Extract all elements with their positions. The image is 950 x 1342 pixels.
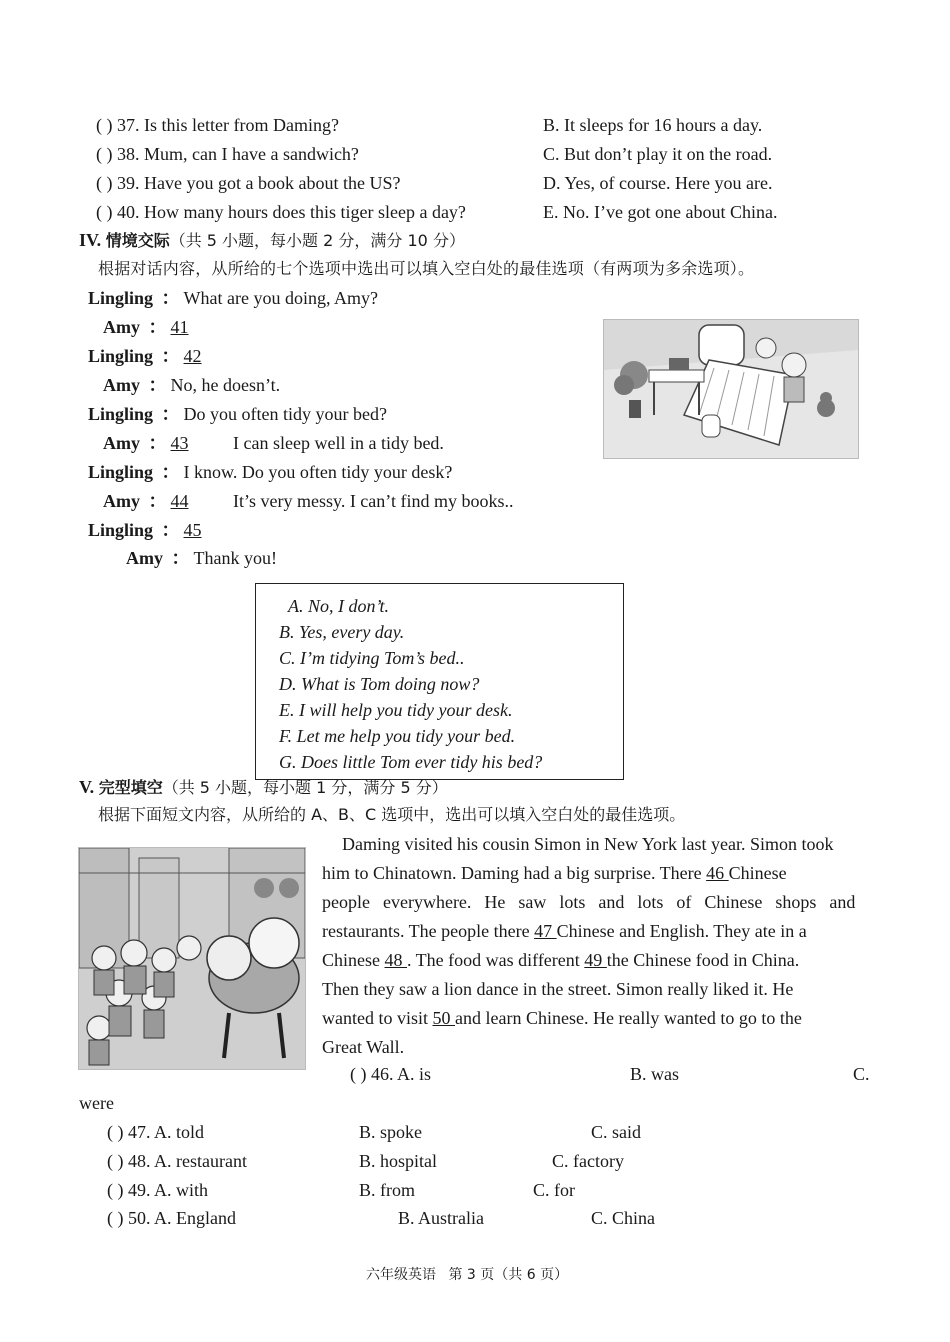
dialogue-line	[103, 489, 513, 513]
option-d: D. What is Tom doing now?	[279, 674, 480, 694]
section-title: 完型填空	[98, 778, 163, 797]
text: him to Chinatown. Daming had a big surprise. There	[322, 863, 707, 883]
option-c: C. I’m tidying Tom’s bed..	[279, 648, 465, 668]
answer-option-e: E. No. I’ve got one about China.	[543, 202, 778, 222]
dialogue-line	[103, 315, 229, 339]
choice-c-continued: were	[79, 1093, 114, 1113]
dialogue-line	[88, 402, 387, 426]
answer-paren[interactable]: ( )	[107, 1208, 124, 1228]
text: the Chinese food in China.	[606, 950, 800, 970]
dialogue-line	[88, 344, 242, 368]
passage-line: Then they saw a lion dance in the street. Simon really liked it. He	[322, 979, 794, 999]
choice-row-48	[107, 1149, 247, 1173]
question-text: 39. Have you got a book about the US?	[117, 173, 401, 193]
option-a: A. No, I don’t.	[288, 596, 389, 616]
answer-paren[interactable]: ( )	[107, 1151, 124, 1171]
speaker: Amy	[126, 548, 163, 568]
passage-line	[322, 917, 872, 946]
section-title: 情境交际	[105, 231, 170, 250]
blank-43[interactable]: 43	[170, 433, 189, 453]
cloze-passage	[322, 830, 872, 1062]
choice-row-49	[107, 1178, 208, 1202]
choice-b: B. spoke	[359, 1122, 422, 1142]
bedroom-illustration-icon	[604, 320, 858, 458]
blank-44[interactable]: 44	[170, 491, 189, 511]
choice-b: B. Australia	[398, 1208, 484, 1228]
speaker: Amy	[103, 317, 140, 337]
section-4-instruction: 根据对话内容，从所给的七个选项中选出可以填入空白处的最佳选项（有两项为多余选项）。	[98, 259, 755, 278]
speaker: Amy	[103, 491, 140, 511]
line-text: Do you often tidy your bed?	[183, 404, 387, 424]
answer-paren[interactable]: ( )	[96, 144, 113, 164]
colon: ：	[148, 491, 167, 511]
colon: ：	[161, 520, 180, 540]
colon: ：	[161, 346, 180, 366]
lion-dance-illustration-icon	[79, 848, 305, 1069]
question-text: 37. Is this letter from Daming?	[117, 115, 339, 135]
dialogue-line	[103, 431, 444, 455]
question-text: 40. How many hours does this tiger sleep a day?	[117, 202, 466, 222]
passage-line	[322, 1004, 872, 1033]
dialogue-line	[88, 518, 242, 542]
passage-line	[322, 946, 872, 975]
answer-option-b: B. It sleeps for 16 hours a day.	[543, 115, 763, 135]
blank-41[interactable]: 41	[170, 317, 189, 337]
answer-option-c: C. But don’t play it on the road.	[543, 144, 773, 164]
choice-c: C. for	[533, 1180, 575, 1200]
blank-42[interactable]: 42	[183, 346, 202, 366]
section-note: （共 5 小题，每小题 1 分，满分 5 分）	[162, 778, 448, 797]
blank-46[interactable]: 46	[706, 863, 729, 883]
answer-option-d: D. Yes, of course. Here you are.	[543, 173, 773, 193]
passage-line	[322, 859, 872, 888]
blank-50[interactable]: 50	[432, 1008, 455, 1028]
dialogue-line	[88, 460, 452, 484]
choice-a: 49. A. with	[128, 1180, 209, 1200]
speaker: Lingling	[88, 520, 154, 540]
line-text: I can sleep well in a tidy bed.	[233, 433, 444, 453]
choice-c: C. factory	[552, 1151, 624, 1171]
section-4-heading	[79, 228, 465, 253]
line-text: No, he doesn’t.	[170, 375, 281, 395]
choice-a: 50. A. England	[128, 1208, 236, 1228]
passage-line: Daming visited his cousin Simon in New York last year. Simon took	[342, 834, 834, 854]
answer-paren[interactable]: ( )	[96, 115, 113, 135]
choice-b: B. from	[359, 1180, 415, 1200]
lion-dance-illustration-icon	[78, 847, 306, 1070]
blank-49[interactable]: 49	[584, 950, 607, 970]
colon: ：	[148, 433, 167, 453]
text: and learn Chinese. He really wanted to go to the	[455, 1008, 802, 1028]
answer-paren[interactable]: ( )	[96, 202, 113, 222]
speaker: Lingling	[88, 404, 154, 424]
choice-a: 47. A. told	[128, 1122, 205, 1142]
passage-line: people everywhere. He saw lots and lots of Chinese shops and	[322, 892, 856, 912]
line-text: It’s very messy. I can’t find my books..	[233, 491, 514, 511]
choice-row-46	[350, 1062, 431, 1086]
option-g: G. Does little Tom ever tidy his bed?	[279, 752, 543, 772]
answer-paren[interactable]: ( )	[107, 1180, 124, 1200]
page-footer	[366, 1263, 568, 1287]
section-number: V.	[79, 777, 95, 797]
choice-c: C. China	[591, 1208, 656, 1228]
option-f: F. Let me help you tidy your bed.	[279, 726, 516, 746]
choice-row-47	[107, 1120, 204, 1144]
footer-subject: 六年级英语	[366, 1267, 436, 1283]
question-text: 38. Mum, can I have a sandwich?	[117, 144, 359, 164]
colon: ：	[161, 404, 180, 424]
line-text: I know. Do you often tidy your desk?	[183, 462, 453, 482]
colon: ：	[148, 317, 167, 337]
colon: ：	[148, 375, 167, 395]
colon: ：	[161, 288, 180, 308]
blank-45[interactable]: 45	[183, 520, 202, 540]
question-37	[96, 113, 339, 137]
speaker: Amy	[103, 433, 140, 453]
option-b: B. Yes, every day.	[279, 622, 405, 642]
answer-paren[interactable]: ( )	[96, 173, 113, 193]
answer-paren[interactable]: ( )	[350, 1064, 367, 1084]
blank-48[interactable]: 48	[384, 950, 407, 970]
section-number: IV.	[79, 230, 102, 250]
speaker: Amy	[103, 375, 140, 395]
text: wanted to visit	[322, 1008, 433, 1028]
text: Chinese and English. They ate in a	[556, 921, 807, 941]
line-text: Thank you!	[193, 548, 277, 568]
answer-paren[interactable]: ( )	[107, 1122, 124, 1142]
text: restaurants. The people there	[322, 921, 535, 941]
speaker: Lingling	[88, 346, 154, 366]
choice-c: C.	[853, 1064, 870, 1084]
passage-line: Great Wall.	[322, 1037, 405, 1057]
section-5-instruction: 根据下面短文内容，从所给的 A、B、C 选项中，选出可以填入空白处的最佳选项。	[98, 805, 686, 824]
section-note: （共 5 小题，每小题 2 分，满分 10 分）	[169, 231, 465, 250]
speaker: Lingling	[88, 462, 154, 482]
colon: ：	[161, 462, 180, 482]
choice-a: 46. A. is	[371, 1064, 432, 1084]
dialogue-line	[88, 286, 378, 310]
choice-a: 48. A. restaurant	[128, 1151, 247, 1171]
speaker: Lingling	[88, 288, 154, 308]
colon: ：	[171, 548, 190, 568]
dialogue-line	[126, 546, 277, 570]
line-text: What are you doing, Amy?	[183, 288, 378, 308]
bedroom-illustration-icon	[603, 319, 859, 459]
choice-row-50	[107, 1206, 236, 1230]
question-40	[96, 200, 466, 224]
question-38	[96, 142, 359, 166]
blank-47[interactable]: 47	[534, 921, 557, 941]
text: . The food was different	[407, 950, 585, 970]
section-5-heading	[79, 775, 448, 800]
choice-c: C. said	[591, 1122, 642, 1142]
footer-page-number: 第 3 页（共 6 页）	[448, 1267, 569, 1283]
text: Chinese	[728, 863, 787, 883]
dialogue-line	[103, 373, 280, 397]
choice-b: B. hospital	[359, 1151, 438, 1171]
question-39	[96, 171, 400, 195]
text: Chinese	[322, 950, 385, 970]
option-e: E. I will help you tidy your desk.	[279, 700, 513, 720]
choice-b: B. was	[630, 1064, 679, 1084]
